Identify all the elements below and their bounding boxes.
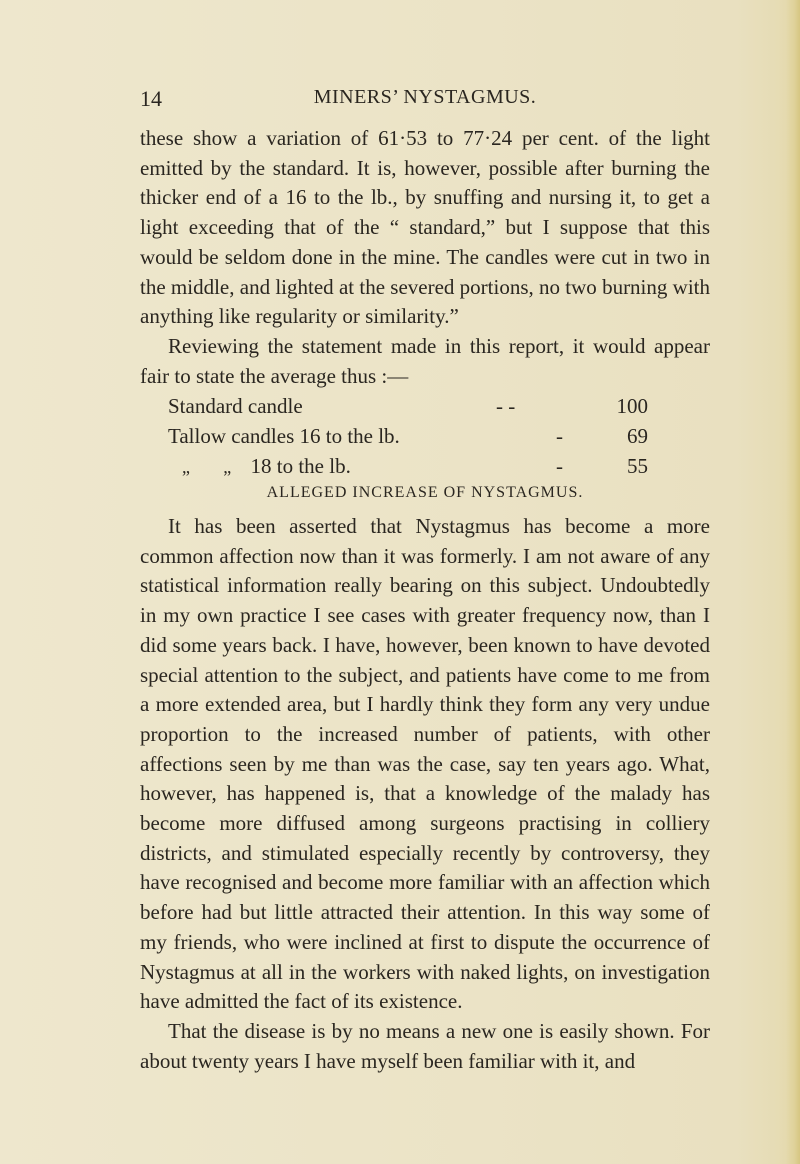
row-value: 100	[616, 394, 648, 418]
opening-paragraph	[140, 124, 710, 391]
table-row	[168, 421, 648, 451]
candle-average-table	[168, 391, 648, 481]
running-head: MINERS’ NYSTAGMUS.	[313, 86, 537, 108]
row-label: Tallow candles 16 to the lb.	[168, 424, 400, 448]
ditto-mark: „	[223, 457, 232, 477]
page-edge	[786, 0, 800, 1164]
row-label: 18 to the lb.	[250, 454, 351, 478]
row-value: 69	[627, 424, 648, 448]
row-label: Standard candle	[168, 394, 303, 418]
row-value: 55	[627, 454, 648, 478]
quoted-report-text: these show a variation of 61·53 to 77·24 per cent. of the light emitted by the standard. It is, however, possible after burning the thicker end of a 16 to the lb., by snuffing and nursing it, to get a light exceeding that of the “ standard,” but I suppose that this would be seldom done in the mine. The candles were cut in two in the middle, and lighted at the severed portions, no two burning with anything like regularity or similarity.”	[140, 126, 710, 329]
review-paragraph: Reviewing the statement made in this report, it would appear fair to state the average thus :—	[140, 333, 710, 388]
section-heading: ALLEGED INCREASE OF NYSTAGMUS.	[266, 484, 584, 501]
row-label-group	[168, 451, 351, 482]
ditto-mark: „	[182, 457, 190, 477]
row-leader: -	[556, 424, 563, 448]
table-row	[168, 391, 648, 421]
row-leader: -	[556, 454, 563, 478]
section-body	[140, 512, 710, 1076]
body-paragraph: That the disease is by no means a new one is easily shown. For about twenty years I have myself been familiar with it, and	[140, 1018, 710, 1073]
page-number: 14	[140, 86, 162, 111]
page-header	[140, 86, 710, 116]
row-leader: - -	[496, 394, 516, 418]
body-paragraph: It has been asserted that Nystagmus has become a more common affection now than it was formerly. I am not aware of any statistical information really bearing on this subject. Undoubtedly in my own practice I see cases with greater frequency now, than I did some years back. I have, however, been known to have devoted special attention to the subject, and patients have come to me from a more extended area, but I hardly think they form any very undue proportion to the increased number of patients, with other affections seen by me than was the case, say ten years ago. What, however, has happened is, that a knowledge of the malady has become more diffused among surgeons practising in colliery districts, and stimulated especially recently by controversy, they have recognised and become more familiar with an affection which before had but little attracted their attention. In this way some of my friends, who were inclined at first to dispute the occurrence of Nystagmus at all in the workers with naked lights, on investigation have admitted the fact of its existence.	[140, 514, 710, 1014]
table-row	[168, 451, 648, 481]
